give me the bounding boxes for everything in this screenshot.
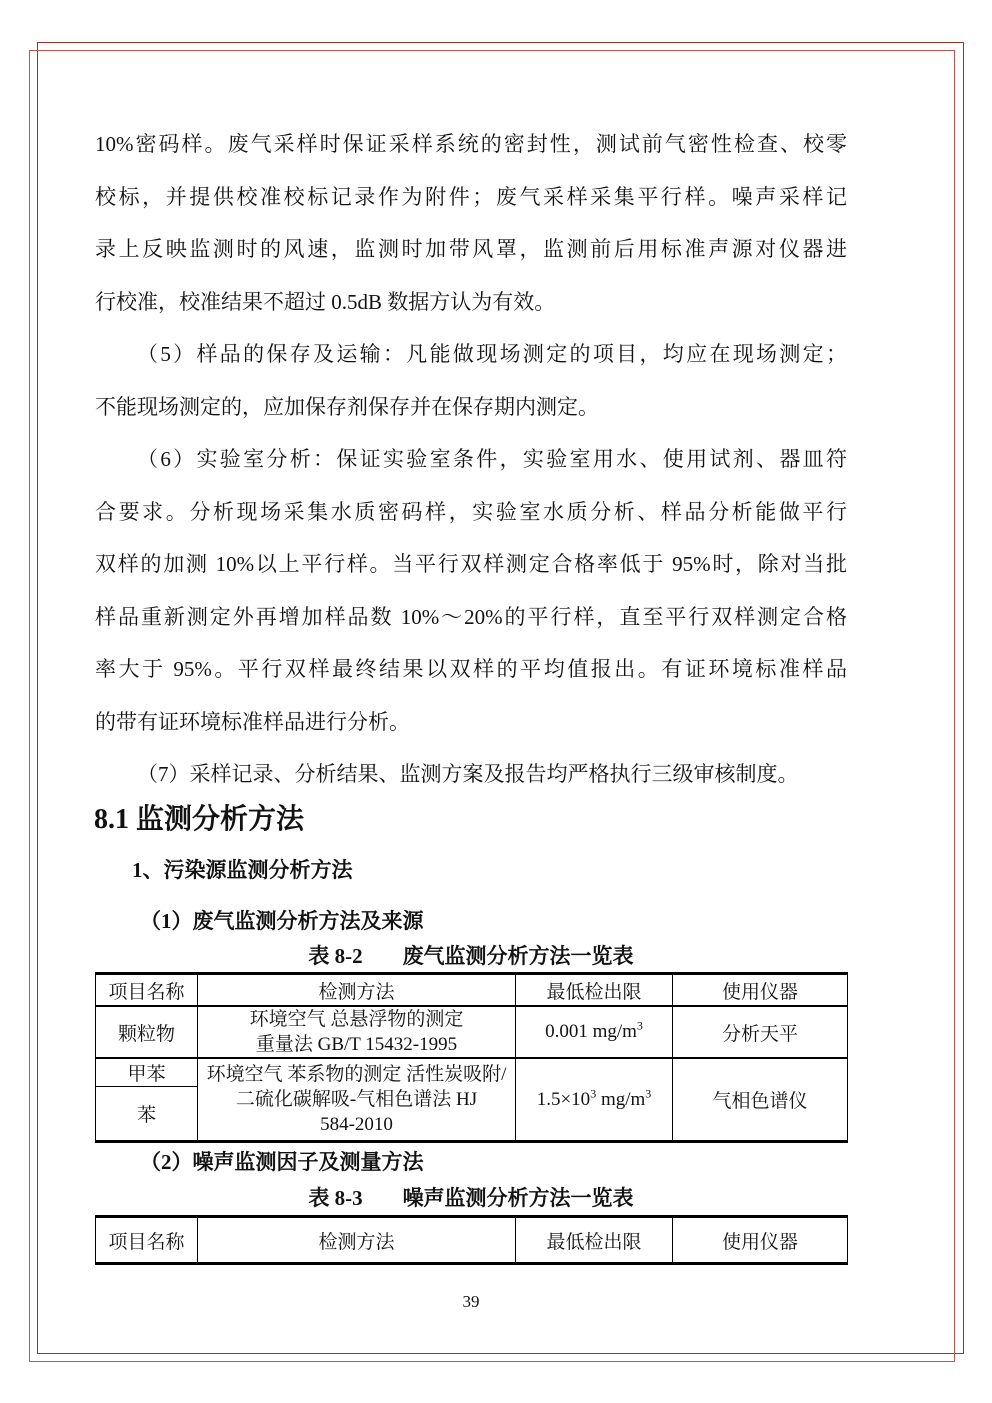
body-line: 校标，并提供校准校标记录作为附件；废气采样采集平行样。噪声采样记 — [95, 184, 847, 209]
body-line: 不能现场测定的，应加保存剂保存并在保存期内测定。 — [95, 394, 599, 419]
table-row-particulates — [96, 1006, 848, 1058]
table-8-2-header-row — [96, 974, 848, 1007]
limit-superscript: 3 — [590, 1086, 597, 1101]
header-cell-method: 检测方法 — [198, 974, 516, 1007]
subheading-noise-monitoring: （2）噪声监测因子及测量方法 — [140, 1150, 424, 1174]
body-line: 的带有证环境标准样品进行分析。 — [95, 709, 410, 734]
limit-value: mg/m — [596, 1088, 646, 1110]
cell-instrument-benzene-series: 气相色谱仪 — [673, 1058, 848, 1142]
limit-superscript: 3 — [636, 1018, 643, 1033]
body-line: 10%密码样。废气采样时保证采样系统的密封性，测试前气密性检查、校零 — [95, 132, 847, 156]
table-8-2 — [95, 972, 848, 1143]
method-line: 584-2010 — [320, 1114, 393, 1135]
header-cell-item-name: 项目名称 — [96, 1217, 198, 1264]
header-cell-detection-limit: 最低检出限 — [516, 1217, 673, 1264]
cell-item-benzene: 苯 — [96, 1087, 198, 1142]
header-cell-instrument: 使用仪器 — [673, 1217, 848, 1264]
table-8-2-caption-label: 表 8-2 — [308, 944, 363, 968]
table-8-3-caption-label: 表 8-3 — [308, 1186, 363, 1210]
table-8-3-caption — [95, 1185, 847, 1212]
body-line: 样品重新测定外再增加样品数 10%～20%的平行样，直至平行双样测定合格 — [95, 604, 847, 629]
body-text — [95, 118, 847, 801]
cell-limit-benzene-series — [516, 1058, 673, 1142]
limit-superscript: 3 — [645, 1086, 652, 1101]
body-line: （7）采样记录、分析结果、监测方案及报告均严格执行三级审核制度。 — [137, 762, 799, 786]
table-8-2-caption — [95, 943, 847, 970]
page-number: 39 — [462, 1292, 480, 1311]
table-8-3-header-row — [96, 1217, 848, 1264]
body-line: 录上反映监测时的风速，监测时加带风罩，监测前后用标准声源对仪器进 — [95, 237, 847, 261]
method-line: 重量法 GB/T 15432-1995 — [255, 1034, 458, 1055]
limit-value: 1.5×10 — [536, 1088, 591, 1110]
header-cell-method: 检测方法 — [198, 1217, 516, 1264]
cell-method-benzene-series — [198, 1058, 516, 1142]
body-line: 合要求。分析现场采集水质密码样，实验室水质分析、样品分析能做平行 — [95, 499, 847, 524]
body-line: 双样的加测 10%以上平行样。当平行双样测定合格率低于 95%时，除对当批 — [95, 552, 847, 576]
subheading-waste-gas-methods: （1）废气监测分析方法及来源 — [140, 909, 424, 933]
cell-instrument-particulates: 分析天平 — [673, 1006, 848, 1058]
method-line: 环境空气 苯系物的测定 活性炭吸附/ — [206, 1064, 507, 1085]
cell-method-particulates — [198, 1006, 516, 1058]
table-row-toluene — [96, 1058, 848, 1087]
method-line: 二硫化碳解吸-气相色谱法 HJ — [235, 1089, 478, 1110]
table-8-2-caption-title: 废气监测分析方法一览表 — [402, 944, 634, 968]
header-cell-item-name: 项目名称 — [96, 974, 198, 1007]
subheading-pollution-source-methods: 1、污染源监测分析方法 — [132, 858, 353, 882]
body-line: 率大于 95%。平行双样最终结果以双样的平均值报出。有证环境标准样品 — [95, 657, 847, 681]
body-line: 行校准，校准结果不超过 0.5dB 数据方认为有效。 — [95, 289, 556, 314]
body-line: （5）样品的保存及运输：凡能做现场测定的项目，均应在现场测定； — [137, 342, 847, 366]
table-8-3 — [95, 1215, 848, 1265]
table-8-3-caption-title: 噪声监测分析方法一览表 — [402, 1186, 634, 1210]
cell-limit-particulates — [516, 1006, 673, 1058]
limit-value: 0.001 mg/m — [545, 1021, 637, 1042]
section-heading-8-1: 8.1 监测分析方法 — [94, 804, 305, 835]
header-cell-detection-limit: 最低检出限 — [516, 974, 673, 1007]
header-cell-instrument: 使用仪器 — [673, 974, 848, 1007]
cell-item-particulates: 颗粒物 — [96, 1006, 198, 1058]
method-line: 环境空气 总悬浮物的测定 — [249, 1009, 464, 1030]
body-line: （6）实验室分析：保证实验室条件，实验室用水、使用试剂、器皿符 — [137, 447, 847, 471]
cell-item-toluene: 甲苯 — [96, 1058, 198, 1087]
